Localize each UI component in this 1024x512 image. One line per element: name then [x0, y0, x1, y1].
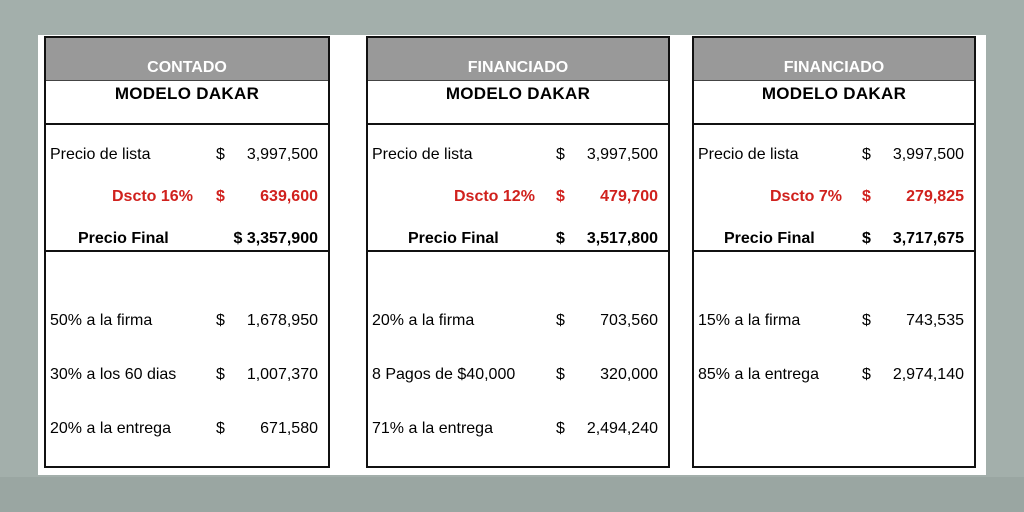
precio-final-row [694, 228, 974, 250]
currency-symbol: $ [556, 230, 565, 247]
financiado-card [692, 36, 976, 468]
payment-label: 8 Pagos de $40,000 [372, 366, 516, 383]
dscto-label: Dscto 7% [770, 188, 843, 205]
precio-final-value: 3,517,800 [586, 230, 658, 247]
section-divider [694, 250, 974, 252]
dscto-row [46, 186, 328, 208]
payment-value: 320,000 [600, 366, 658, 383]
background-band [0, 477, 1024, 512]
contado-card [44, 36, 330, 468]
model-title: MODELO DAKAR [368, 81, 668, 125]
currency-symbol: $ [556, 366, 565, 383]
currency-symbol: $ [216, 312, 225, 329]
dscto-row [368, 186, 668, 208]
payment-row [694, 364, 974, 386]
precio-final-label: Precio Final [724, 230, 815, 247]
dscto-row [694, 186, 974, 208]
payment-label: 20% a la entrega [50, 420, 171, 437]
currency-symbol: $ [556, 420, 565, 437]
precio-final-value: $ 3,357,900 [233, 230, 318, 247]
payment-label: 85% a la entrega [698, 366, 819, 383]
payment-row [46, 364, 328, 386]
payment-label: 15% a la firma [698, 312, 801, 329]
payment-row [368, 418, 668, 440]
precio-lista-value: 3,997,500 [892, 146, 964, 163]
precio-lista-label: Precio de lista [372, 146, 473, 163]
model-title: MODELO DAKAR [694, 81, 974, 125]
currency-symbol: $ [862, 146, 871, 163]
payment-value: 2,974,140 [892, 366, 964, 383]
card-header: FINANCIADO [694, 38, 974, 81]
payment-value: 671,580 [260, 420, 318, 437]
currency-symbol: $ [862, 366, 871, 383]
currency-symbol: $ [556, 312, 565, 329]
payment-value: 2,494,240 [586, 420, 658, 437]
payment-value: 743,535 [906, 312, 964, 329]
precio-lista-value: 3,997,500 [586, 146, 658, 163]
dscto-value: 279,825 [906, 188, 964, 205]
precio-final-row [46, 228, 328, 250]
financiado-card [366, 36, 670, 468]
precio-lista-label: Precio de lista [50, 146, 151, 163]
payment-row [694, 310, 974, 332]
currency-symbol: $ [862, 230, 871, 247]
currency-symbol: $ [862, 312, 871, 329]
payment-row [368, 310, 668, 332]
payment-row [46, 310, 328, 332]
precio-final-row [368, 228, 668, 250]
payment-row [368, 364, 668, 386]
currency-symbol: $ [216, 420, 225, 437]
currency-symbol: $ [556, 188, 565, 205]
dscto-label: Dscto 16% [112, 188, 193, 205]
model-title: MODELO DAKAR [46, 81, 328, 125]
precio-final-label: Precio Final [78, 230, 169, 247]
card-header: CONTADO [46, 38, 328, 81]
payment-label: 71% a la entrega [372, 420, 493, 437]
precio-lista-label: Precio de lista [698, 146, 799, 163]
precio-lista-value: 3,997,500 [246, 146, 318, 163]
payment-value: 703,560 [600, 312, 658, 329]
payment-label: 50% a la firma [50, 312, 153, 329]
dscto-label: Dscto 12% [454, 188, 535, 205]
currency-symbol: $ [216, 146, 225, 163]
section-divider [46, 250, 328, 252]
currency-symbol: $ [216, 188, 225, 205]
precio-lista-row [368, 144, 668, 166]
currency-symbol: $ [216, 366, 225, 383]
currency-symbol: $ [862, 188, 871, 205]
precio-lista-row [694, 144, 974, 166]
payment-value: 1,678,950 [246, 312, 318, 329]
payment-label: 30% a los 60 dias [50, 366, 177, 383]
currency-symbol: $ [556, 146, 565, 163]
section-divider [368, 250, 668, 252]
precio-final-label: Precio Final [408, 230, 499, 247]
payment-row [46, 418, 328, 440]
dscto-value: 479,700 [600, 188, 658, 205]
precio-final-value: 3,717,675 [892, 230, 964, 247]
precio-lista-row [46, 144, 328, 166]
dscto-value: 639,600 [260, 188, 318, 205]
payment-value: 1,007,370 [246, 366, 318, 383]
card-header: FINANCIADO [368, 38, 668, 81]
payment-label: 20% a la firma [372, 312, 475, 329]
